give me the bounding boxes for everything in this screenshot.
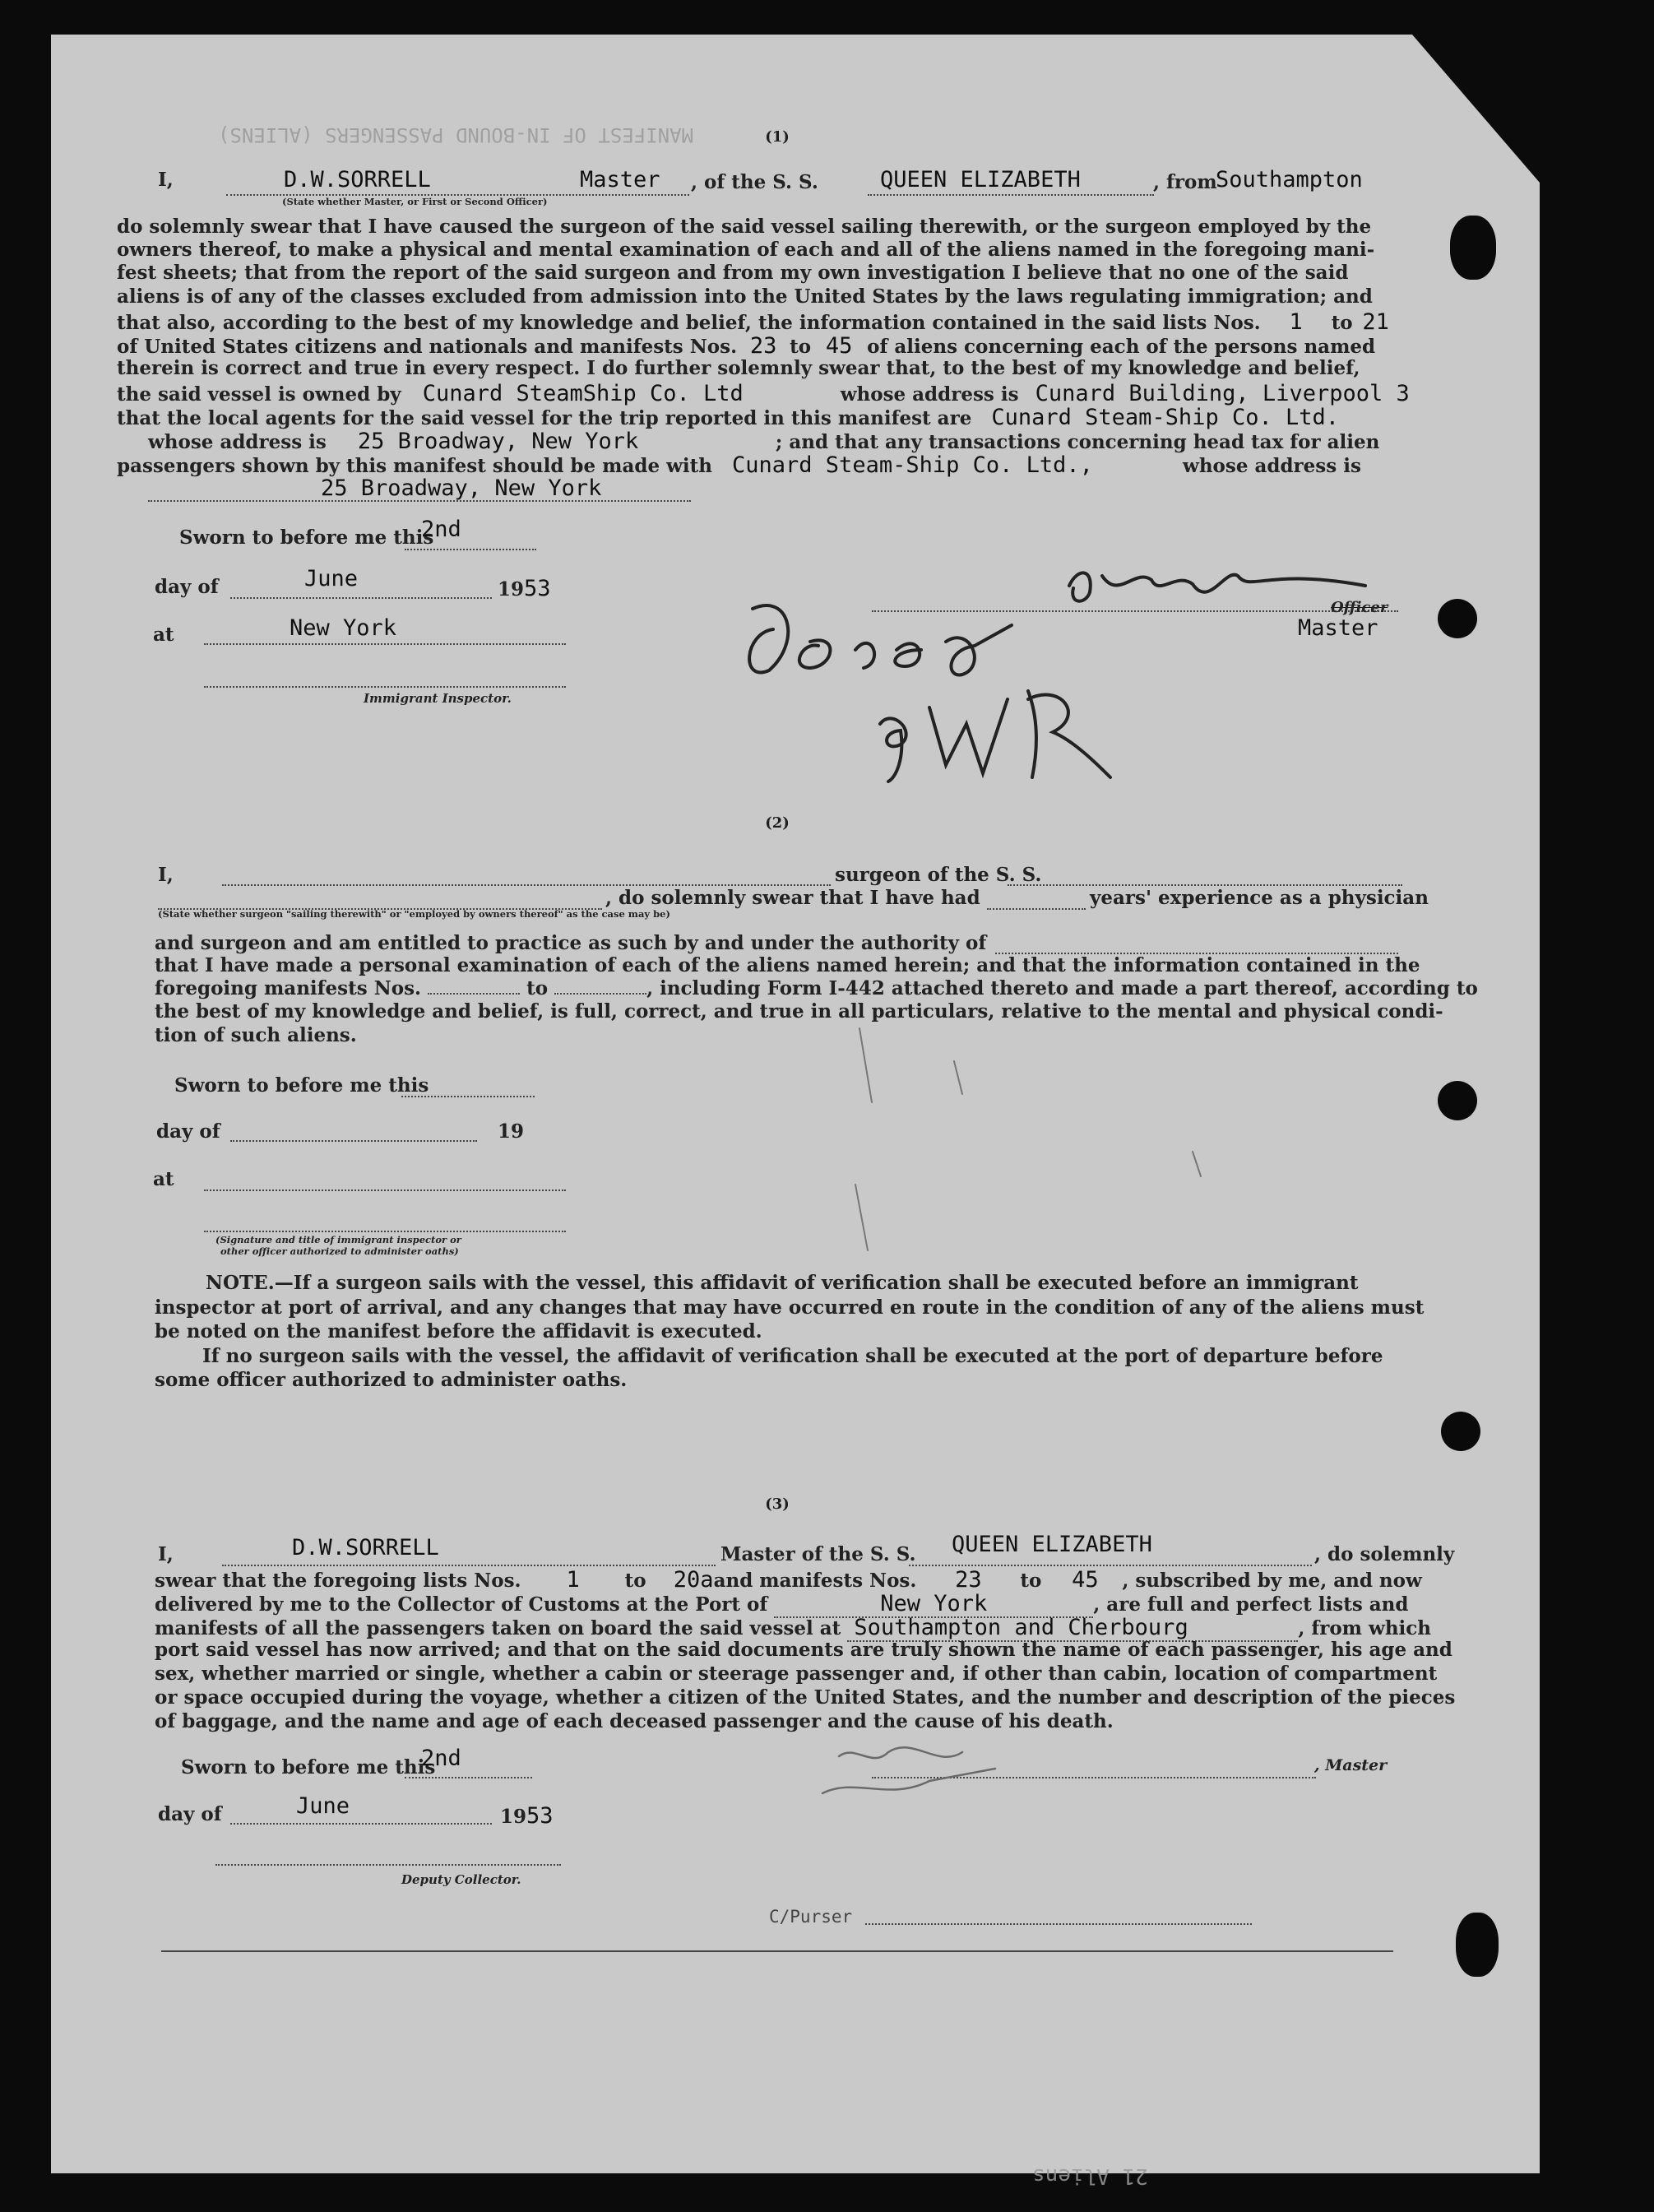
s1-text-4: aliens is of any of the classes excluded from admission into the United States by the laws regulating immigration; and: [117, 285, 1373, 308]
punch-hole: [1438, 599, 1477, 638]
bleed-through-header: MANIFEST OF IN-BOUND PASSENGERS (ALIENS): [218, 123, 693, 146]
s1-text-2: owners thereof, to make a physical and mental examination of each and all of the aliens named in the foregoing mani-: [117, 239, 1375, 261]
s1-text-3: fest sheets; that from the report of the said surgeon and from my own investigation I believe that no one of the said: [117, 262, 1349, 284]
s2-ship-dots: [1008, 884, 1402, 886]
s2-place-dots: [204, 1189, 566, 1191]
s3-sworn-day: 2nd: [421, 1746, 461, 1771]
s1-month-dots: [230, 597, 492, 599]
s2-note-1: NOTE.—If a surgeon sails with the vessel, this affidavit of verification shall be executed before an immigrant: [206, 1272, 1359, 1294]
punch-hole: [1441, 1412, 1480, 1451]
s1-inspector-label: Immigrant Inspector.: [364, 691, 512, 706]
s2-note-4: If no surgeon sails with the vessel, the affidavit of verification shall be executed at the port of departure before: [202, 1345, 1383, 1367]
bottom-rule: [161, 1950, 1393, 1952]
s2-year: 19: [498, 1120, 525, 1143]
s3-port: New York: [774, 1591, 1093, 1618]
section-number-3: (3): [765, 1496, 790, 1513]
s2-type-note: (State whether surgeon "sailing therewith" or "employed by owners thereof" as the case may be): [158, 908, 670, 920]
s1-place: New York: [290, 615, 397, 641]
s3-embark-ports: Southampton and Cherbourg: [847, 1615, 1298, 1642]
s1-lists-to: 21: [1362, 309, 1389, 335]
s2-text-4: the best of my knowledge and belief, is full, correct, and true in all particulars, relative to the mental and physical condi-: [155, 1000, 1443, 1023]
s2-month-dots: [230, 1140, 477, 1142]
s3-text-3: manifests of all the passengers taken on board the said vessel at Southampton and Cherbourg , from which: [155, 1615, 1432, 1640]
s1-master-name: D.W.SORRELL: [284, 167, 431, 192]
s1-master-rank: Master: [580, 167, 660, 192]
s3-master-label: , Master: [1314, 1756, 1388, 1774]
s2-sig-note-1: (Signature and title of immigrant inspector or: [215, 1234, 461, 1245]
s1-lists-from: 1: [1289, 309, 1303, 335]
s3-ship-dots: [909, 1565, 1312, 1566]
s1-text-10: whose address is 25 Broadway, New York ; and that any transactions concerning head tax for alien: [148, 429, 1380, 454]
s1-manifest-to: 45: [825, 333, 853, 359]
s3-purser-dots: [865, 1923, 1252, 1925]
s1-line-master: I,: [158, 169, 174, 191]
s1-sworn: Sworn to before me this: [179, 526, 434, 549]
s1-owner-address: Cunard Building, Liverpool 3: [1035, 381, 1410, 406]
s2-surgeon-of: surgeon of the S. S.: [835, 864, 1042, 886]
s2-signature-dots: [204, 1231, 566, 1232]
s1-departure-port: Southampton: [1216, 167, 1363, 192]
s2-years-dots: [987, 908, 1086, 910]
s3-collector-label: Deputy Collector.: [401, 1872, 521, 1887]
s3-dayof: day of: [158, 1803, 222, 1825]
s2-text-2: that I have made a personal examination of each of the aliens named herein; and that the information contained in the: [155, 954, 1420, 976]
s1-master-signature-dots: [872, 610, 1398, 612]
s2-note-3: be noted on the manifest before the affidavit is executed.: [155, 1320, 762, 1343]
s1-agents: Cunard Steam-Ship Co. Ltd.: [991, 405, 1339, 430]
s3-month: June: [296, 1793, 350, 1819]
punch-hole: [1438, 1081, 1477, 1120]
section-number-1: (1): [765, 128, 790, 146]
s3-year: 1953: [500, 1803, 554, 1829]
s3-master-of: Master of the S. S.: [720, 1543, 916, 1565]
s3-text-1: swear that the foregoing lists Nos. 1 to 20aand manifests Nos. 23 to 45 , subscribed by me, and now: [155, 1567, 1422, 1593]
s1-rank-note: (State whether Master, or First or Second Officer): [282, 196, 548, 207]
s1-officer-label: Officer: [1331, 599, 1388, 616]
s2-sworn: Sworn to before me this: [174, 1074, 429, 1097]
s3-lists-to: 20a: [673, 1567, 714, 1593]
section-number-2: (2): [765, 814, 790, 832]
s1-text-11: passengers shown by this manifest should be made with Cunard Steam-Ship Co. Ltd., whose address is: [117, 452, 1361, 478]
s2-dayof: day of: [156, 1120, 220, 1143]
s1-tax-agent: Cunard Steam-Ship Co. Ltd.,: [732, 452, 1093, 478]
s3-master-name: D.W.SORRELL: [292, 1535, 439, 1560]
s3-i: I,: [158, 1543, 174, 1565]
s1-from: , from: [1153, 171, 1217, 193]
s1-text-8: the said vessel is owned by Cunard SteamShip Co. Ltd whose address is Cunard Building, Liverpool 3: [117, 381, 1410, 406]
s2-note-5: some officer authorized to administer oaths.: [155, 1369, 628, 1391]
s1-ship-dots: [868, 194, 1154, 196]
s1-owner: Cunard SteamShip Co. Ltd: [422, 381, 744, 406]
s2-sig-note-2: other officer authorized to administer oaths): [220, 1245, 459, 1257]
s2-name-dots: [222, 884, 831, 886]
s3-sol: , do solemnly: [1314, 1543, 1455, 1565]
s1-month: June: [304, 566, 359, 591]
s1-dayof: day of: [155, 576, 219, 598]
s3-master-signature-dots: [872, 1777, 1316, 1778]
s1-text-5: that also, according to the best of my knowledge and belief, the information contained in the said lists Nos. 1 to 21: [117, 309, 1392, 335]
s1-tax-address: 25 Broadway, New York: [321, 475, 602, 501]
s2-at: at: [153, 1168, 174, 1190]
s2-swear: , do solemnly swear that I have had: [605, 887, 980, 909]
s3-ship-name: QUEEN ELIZABETH: [952, 1532, 1152, 1557]
s1-year-value: 53: [524, 576, 551, 601]
s1-sworn-day: 2nd: [421, 517, 461, 542]
s1-manifest-from: 23: [749, 333, 777, 359]
s1-year: 1953: [498, 576, 551, 601]
s3-manifest-to: 45: [1072, 1567, 1099, 1593]
punch-hole: [1450, 216, 1496, 280]
s3-manifest-from: 23: [955, 1567, 982, 1593]
punch-hole: [1456, 1913, 1499, 1977]
s1-agents-address: 25 Broadway, New York: [357, 429, 639, 454]
s3-collector-dots: [215, 1864, 561, 1866]
s2-note-2: inspector at port of arrival, and any changes that may have occurred en route in the condition of any of the aliens must: [155, 1296, 1425, 1319]
s1-master-label: Master: [1298, 615, 1378, 641]
s3-sworn-dots: [405, 1777, 532, 1778]
s3-text-6: or space occupied during the voyage, whether a citizen of the United States, and the number and description of the pieces: [155, 1686, 1456, 1709]
s1-text-1: do solemnly swear that I have caused the surgeon of the said vessel sailing therewith, or the surgeon employed by the: [117, 216, 1372, 238]
s3-text-2: delivered by me to the Collector of Customs at the Port of New York , are full and perfect lists and: [155, 1591, 1409, 1616]
s1-of-ss: , of the S. S.: [691, 171, 818, 193]
s1-text-9: that the local agents for the said vessel for the trip reported in this manifest are Cunard Steam-Ship Co. Ltd.: [117, 405, 1339, 430]
s2-sworn-dots: [401, 1096, 535, 1097]
s3-month-dots: [230, 1823, 492, 1825]
s3-text-4: port said vessel has now arrived; and that on the said documents are truly shown the name of each passenger, his age and: [155, 1639, 1452, 1661]
s2-i: I,: [158, 864, 174, 886]
bleed-through-footer: 21 Aliens: [1032, 2163, 1148, 2188]
s3-text-7: of baggage, and the name and age of each deceased passenger and the cause of his death.: [155, 1710, 1114, 1732]
s2-text-5: tion of such aliens.: [155, 1024, 357, 1046]
s1-ship-name: QUEEN ELIZABETH: [880, 167, 1081, 192]
s2-years: years' experience as a physician: [1090, 887, 1429, 909]
s1-at: at: [153, 624, 174, 646]
s3-year-value: 53: [526, 1803, 554, 1829]
s1-place-dots: [204, 643, 566, 645]
s3-master-dots: [222, 1565, 716, 1566]
s3-sworn: Sworn to before me this: [181, 1756, 436, 1778]
s3-lists-from: 1: [566, 1567, 580, 1593]
s1-inspector-dots: [204, 686, 566, 688]
s1-text-6: of United States citizens and nationals and manifests Nos. 23 to 45 of aliens concerning each of the persons named: [117, 333, 1376, 359]
s2-text-1: and surgeon and am entitled to practice as such by and under the authority of: [155, 932, 987, 954]
s3-purser-label: C/Purser: [769, 1907, 853, 1927]
s1-sworn-dots: [405, 549, 536, 550]
s1-text-7: therein is correct and true in every respect. I do further solemnly swear that, to the best of my knowledge and belief,: [117, 357, 1360, 379]
s3-text-5: sex, whether married or single, whether a cabin or steerage passenger and, if other than cabin, location of compartment: [155, 1662, 1438, 1685]
s2-text-3: foregoing manifests Nos. to , including Form I-442 attached thereto and made a part thereof, according to: [155, 977, 1478, 999]
